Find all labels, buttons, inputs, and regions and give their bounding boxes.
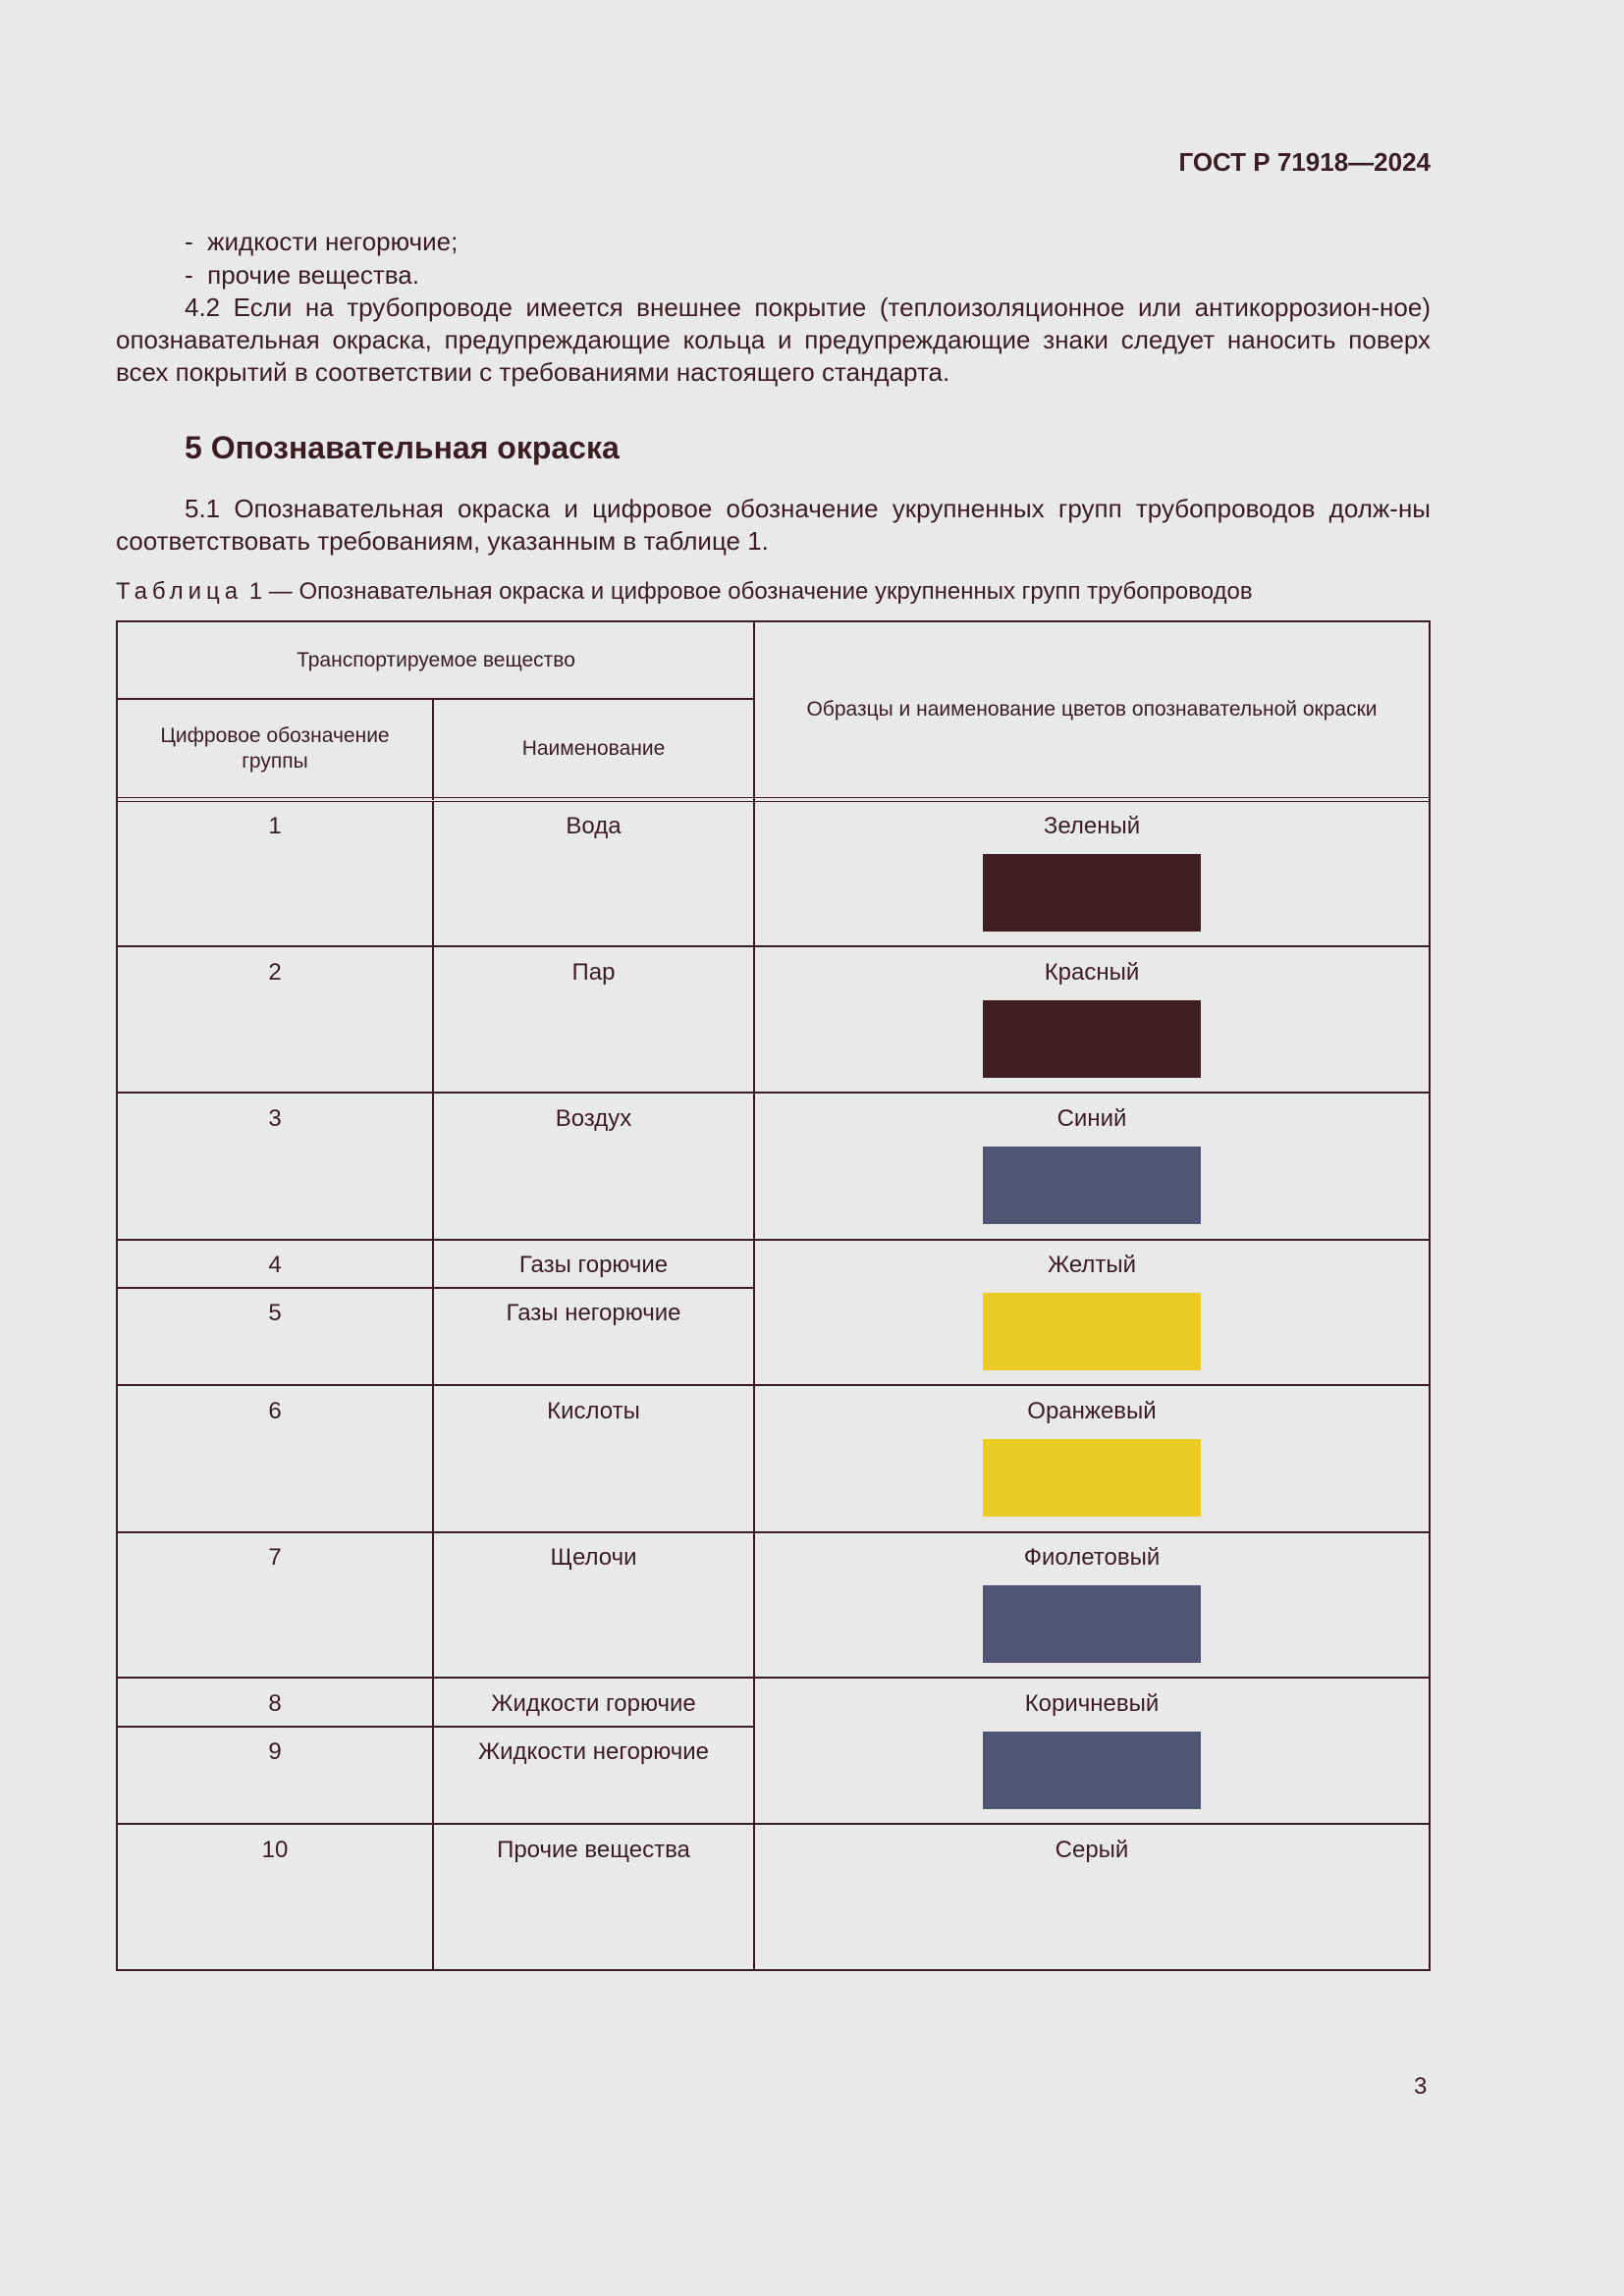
cell-color-name: Красный (1044, 959, 1140, 986)
cell-color-name: Зеленый (1043, 813, 1141, 839)
section-title: 5 Опознавательная окраска (185, 430, 620, 465)
cell-color-name: Фиолетовый (1023, 1544, 1161, 1571)
paragraph-5-1: 5.1 Опознавательная окраска и цифровое обозначение укрупненных групп трубопроводов долж-ны соответствовать требованиям, указанным в таблице 1. (116, 494, 1431, 556)
cell-code: 5 (268, 1300, 282, 1326)
cell-name: Газы негорючие (506, 1300, 681, 1326)
page-number: 3 (1414, 2073, 1428, 2100)
cell-name: Пар (571, 959, 616, 986)
paragraph-4-2: 4.2 Если на трубопроводе имеется внешнее покрытие (теплоизоляционное или антикоррозион-ное) опознавательная окраска, предупреждающие кольца и предупреждающие знаки следует наносить поверх всех покрытий в соответствии с требованиями настоящего стандарта. (116, 293, 1431, 387)
header-color-samples: Образцы и наименование цветов опознавательной окраски (806, 698, 1378, 721)
color-swatch (983, 1732, 1201, 1809)
cell-code: 6 (268, 1398, 282, 1424)
color-swatch (983, 854, 1201, 932)
cell-name: Кислоты (547, 1398, 640, 1424)
color-swatch (983, 1585, 1201, 1663)
cell-color-name: Оранжевый (1027, 1398, 1157, 1424)
cell-color-name: Синий (1056, 1105, 1127, 1132)
cell-color-name: Желтый (1047, 1252, 1137, 1278)
cell-code: 8 (268, 1690, 282, 1717)
cell-code: 2 (268, 959, 282, 986)
cell-name: Жидкости негорючие (477, 1738, 709, 1765)
header-group-code: Цифровое обозначение группы (160, 724, 390, 773)
table-caption-text: 1 — Опознавательная окраска и цифровое обозначение укрупненных групп трубопроводов (248, 578, 1253, 605)
cell-code: 1 (268, 813, 282, 839)
color-swatch (983, 1000, 1201, 1078)
cell-name: Щелочи (550, 1544, 637, 1571)
list-item-text: жидкости негорючие; (207, 227, 459, 256)
cell-code: 7 (268, 1544, 282, 1571)
cell-code: 4 (268, 1252, 282, 1278)
list-item-text: прочие вещества. (207, 260, 419, 290)
color-swatch (983, 1293, 1201, 1370)
cell-name: Вода (566, 813, 622, 839)
cell-code: 10 (261, 1837, 289, 1863)
color-swatch (983, 1147, 1201, 1224)
list-item: - прочие вещества. (185, 260, 419, 290)
document-code: ГОСТ Р 71918—2024 (1178, 147, 1431, 177)
cell-code: 3 (268, 1105, 282, 1132)
cell-name: Газы горючие (518, 1252, 669, 1278)
list-item: - жидкости негорючие; (185, 227, 459, 256)
cell-name: Воздух (555, 1105, 632, 1132)
cell-color-name: Серый (1055, 1837, 1129, 1863)
cell-name: Жидкости горючие (491, 1690, 696, 1717)
cell-color-name: Коричневый (1024, 1690, 1160, 1717)
header-name: Наименование (521, 737, 666, 760)
color-swatch (983, 1439, 1201, 1517)
cell-code: 9 (268, 1738, 282, 1765)
header-transported-substance: Транспортируемое вещество (297, 648, 575, 671)
table-caption-label: Таблица (116, 578, 244, 605)
cell-name: Прочие вещества (497, 1837, 690, 1863)
